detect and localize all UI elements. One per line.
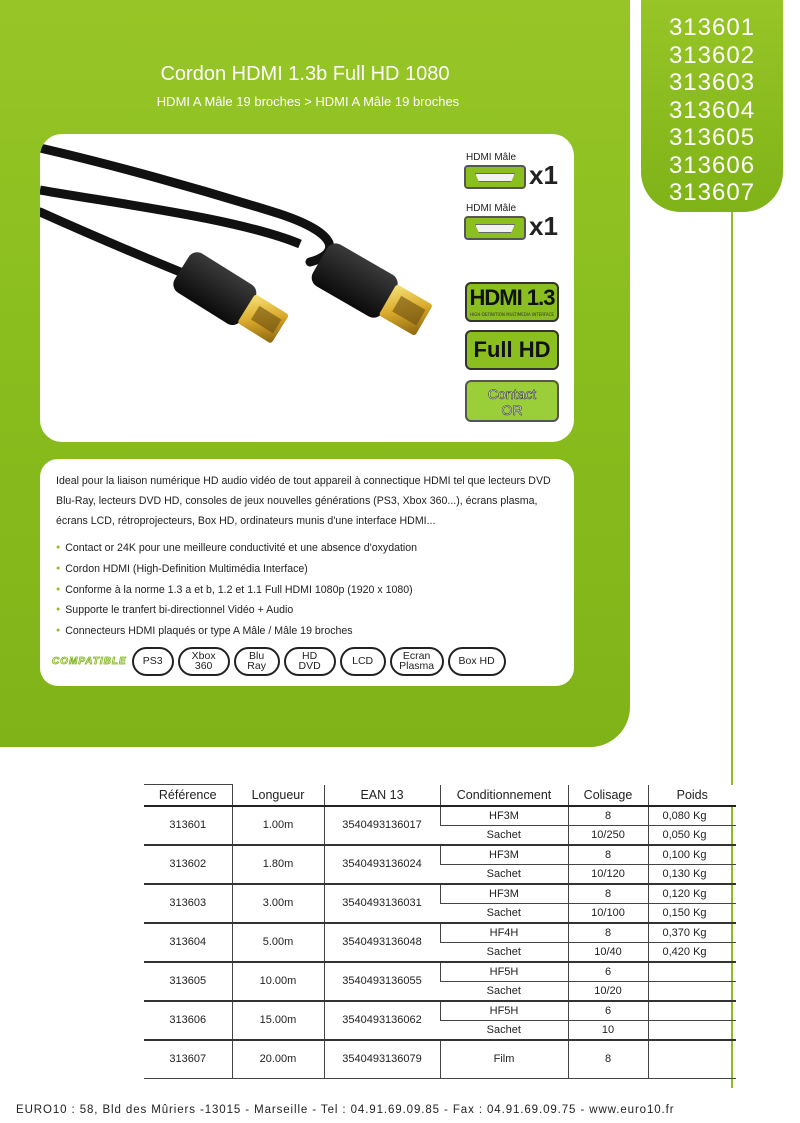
- description-panel: [40, 459, 574, 686]
- table-cell: HF5H: [440, 962, 568, 982]
- reference-number: 313602: [668, 41, 756, 69]
- table-row: [144, 884, 736, 904]
- feature-list: [56, 538, 417, 642]
- table-cell: HF3M: [440, 884, 568, 904]
- table-cell: [648, 1020, 736, 1040]
- table-cell: 313603: [144, 884, 232, 923]
- reference-number: 313606: [668, 151, 756, 179]
- feature-item: ● Cordon HDMI (High-Definition Multimédia Interface): [56, 559, 417, 580]
- table-cell: HF3M: [440, 806, 568, 826]
- table-cell: 8: [568, 845, 648, 865]
- table-cell: 0,050 Kg: [648, 825, 736, 845]
- table-cell: 10: [568, 1020, 648, 1040]
- table-cell: 313604: [144, 923, 232, 962]
- table-cell: [648, 1001, 736, 1021]
- connector-badge-1: [464, 152, 560, 196]
- product-description: Ideal pour la liaison numérique HD audio vidéo de tout appareil à connectique HDMI tel que lecteurs DVD Blu-Ray, lecteurs DVD HD, consoles de jeux nouvelles générations (PS3, Xbox 360...), écrans plasma, écrans LCD, rétroprojecteurs, Box HD, ordinateurs munis d'une interface HDMI...: [56, 475, 551, 527]
- table-cell: 15.00m: [232, 1001, 324, 1040]
- table-cell: [648, 981, 736, 1001]
- compatible-chip: Xbox 360: [178, 647, 230, 676]
- table-cell: 3.00m: [232, 884, 324, 923]
- table-cell: 3540493136024: [324, 845, 440, 884]
- table-cell: 3540493136048: [324, 923, 440, 962]
- connector-label: HDMI Mâle: [466, 152, 517, 163]
- table-cell: 3540493136031: [324, 884, 440, 923]
- feature-item: ● Contact or 24K pour une meilleure conductivité et une absence d'oxydation: [56, 538, 417, 559]
- product-subtitle: HDMI A Mâle 19 broches > HDMI A Mâle 19 broches: [156, 94, 460, 109]
- table-header-cell: Colisage: [568, 785, 648, 806]
- table-cell: 10/20: [568, 981, 648, 1001]
- compatible-chip: Ecran Plasma: [390, 647, 444, 676]
- table-cell: 3540493136055: [324, 962, 440, 1001]
- connector-badge-2: [464, 203, 560, 247]
- table-cell: 8: [568, 923, 648, 943]
- table-cell: Film: [440, 1040, 568, 1079]
- table-header-cell: Poids: [648, 785, 736, 806]
- table-cell: 10.00m: [232, 962, 324, 1001]
- table-cell: Sachet: [440, 1020, 568, 1040]
- reference-number: 313604: [668, 96, 756, 124]
- table-cell: 6: [568, 962, 648, 982]
- table-cell: 313602: [144, 845, 232, 884]
- table-cell: Sachet: [440, 903, 568, 923]
- table-cell: 313607: [144, 1040, 232, 1079]
- table-header-cell: Longueur: [232, 785, 324, 806]
- table-header-cell: Conditionnement: [440, 785, 568, 806]
- compatible-chip: Blu Ray: [234, 647, 280, 676]
- feature-item: ● Supporte le tranfert bi-directionnel Vidéo + Audio: [56, 600, 417, 621]
- table-cell: Sachet: [440, 942, 568, 962]
- feature-item: ● Connecteurs HDMI plaqués or type A Mâle / Mâle 19 broches: [56, 621, 417, 642]
- table-cell: 0,080 Kg: [648, 806, 736, 826]
- table-cell: 20.00m: [232, 1040, 324, 1079]
- reference-number: 313605: [668, 124, 756, 151]
- table-cell: 3540493136079: [324, 1040, 440, 1079]
- table-cell: 10/120: [568, 864, 648, 884]
- compatible-chip: Box HD: [448, 647, 506, 676]
- hdmi-port-icon: [464, 165, 526, 189]
- table-cell: 8: [568, 1040, 648, 1079]
- table-cell: 8: [568, 884, 648, 904]
- table-cell: Sachet: [440, 825, 568, 845]
- table-cell: 1.80m: [232, 845, 324, 884]
- table-cell: 10/250: [568, 825, 648, 845]
- table-row: [144, 806, 736, 826]
- table-cell: [648, 962, 736, 982]
- hdmi-1-3-logo: [465, 282, 559, 322]
- spec-table: [144, 784, 736, 1079]
- table-cell: 0,120 Kg: [648, 884, 736, 904]
- footer-contact: EURO10 : 58, Bld des Mûriers -13015 - Marseille - Tel : 04.91.69.09.85 - Fax : 04.91.69.09.75 - www.euro10.fr: [16, 1104, 675, 1116]
- table-cell: 10/100: [568, 903, 648, 923]
- table-row: [144, 923, 736, 943]
- compatible-chip: LCD: [340, 647, 386, 676]
- compatible-chips: [132, 647, 510, 676]
- table-header-row: [144, 785, 736, 806]
- compatible-chip: PS3: [132, 647, 174, 676]
- table-row: [144, 1001, 736, 1021]
- contact-or-logo: Contact OR: [465, 380, 559, 422]
- table-cell: HF4H: [440, 923, 568, 943]
- product-title: Cordon HDMI 1.3b Full HD 1080: [160, 63, 450, 85]
- table-cell: 10/40: [568, 942, 648, 962]
- compatible-row: [52, 646, 510, 676]
- hdmi-logo-text: HDMI 1.3: [469, 285, 555, 310]
- table-cell: Sachet: [440, 981, 568, 1001]
- feature-item: ● Conforme à la norme 1.3 a et b, 1.2 et 1.1 Full HDMI 1080p (1920 x 1080): [56, 580, 417, 601]
- product-photo: [40, 134, 574, 442]
- table-cell: 1.00m: [232, 806, 324, 845]
- table-cell: 313605: [144, 962, 232, 1001]
- table-row: [144, 845, 736, 865]
- hdmi-logo-subtext: HIGH-DEFINITION MULTIMEDIA INTERFACE: [470, 312, 554, 317]
- table-cell: 8: [568, 806, 648, 826]
- connector-qty: x1: [529, 160, 558, 190]
- connector-qty: x1: [529, 211, 558, 241]
- table-cell: 313606: [144, 1001, 232, 1040]
- table-row: [144, 1040, 736, 1079]
- reference-number: 313607: [668, 179, 756, 206]
- table-cell: HF5H: [440, 1001, 568, 1021]
- table-cell: 313601: [144, 806, 232, 845]
- table-cell: HF3M: [440, 845, 568, 865]
- hdmi-port-icon: [464, 216, 526, 240]
- table-cell: 0,420 Kg: [648, 942, 736, 962]
- table-row: [144, 962, 736, 982]
- full-hd-logo: Full HD: [465, 330, 559, 370]
- compatible-chip: HD DVD: [284, 647, 336, 676]
- reference-number: 313601: [668, 14, 756, 41]
- connector-label: HDMI Mâle: [466, 203, 517, 214]
- table-cell: [648, 1040, 736, 1079]
- compatible-label: COMPATIBLE: [52, 655, 127, 667]
- table-cell: 0,100 Kg: [648, 845, 736, 865]
- table-cell: Sachet: [440, 864, 568, 884]
- table-cell: 3540493136017: [324, 806, 440, 845]
- reference-number: 313603: [668, 69, 756, 96]
- table-header-cell: EAN 13: [324, 785, 440, 806]
- table-cell: 5.00m: [232, 923, 324, 962]
- reference-tab: [641, 0, 783, 212]
- table-cell: 0,130 Kg: [648, 864, 736, 884]
- table-cell: 0,370 Kg: [648, 923, 736, 943]
- table-cell: 3540493136062: [324, 1001, 440, 1040]
- table-header-cell: Référence: [144, 785, 232, 806]
- table-cell: 0,150 Kg: [648, 903, 736, 923]
- table-cell: 6: [568, 1001, 648, 1021]
